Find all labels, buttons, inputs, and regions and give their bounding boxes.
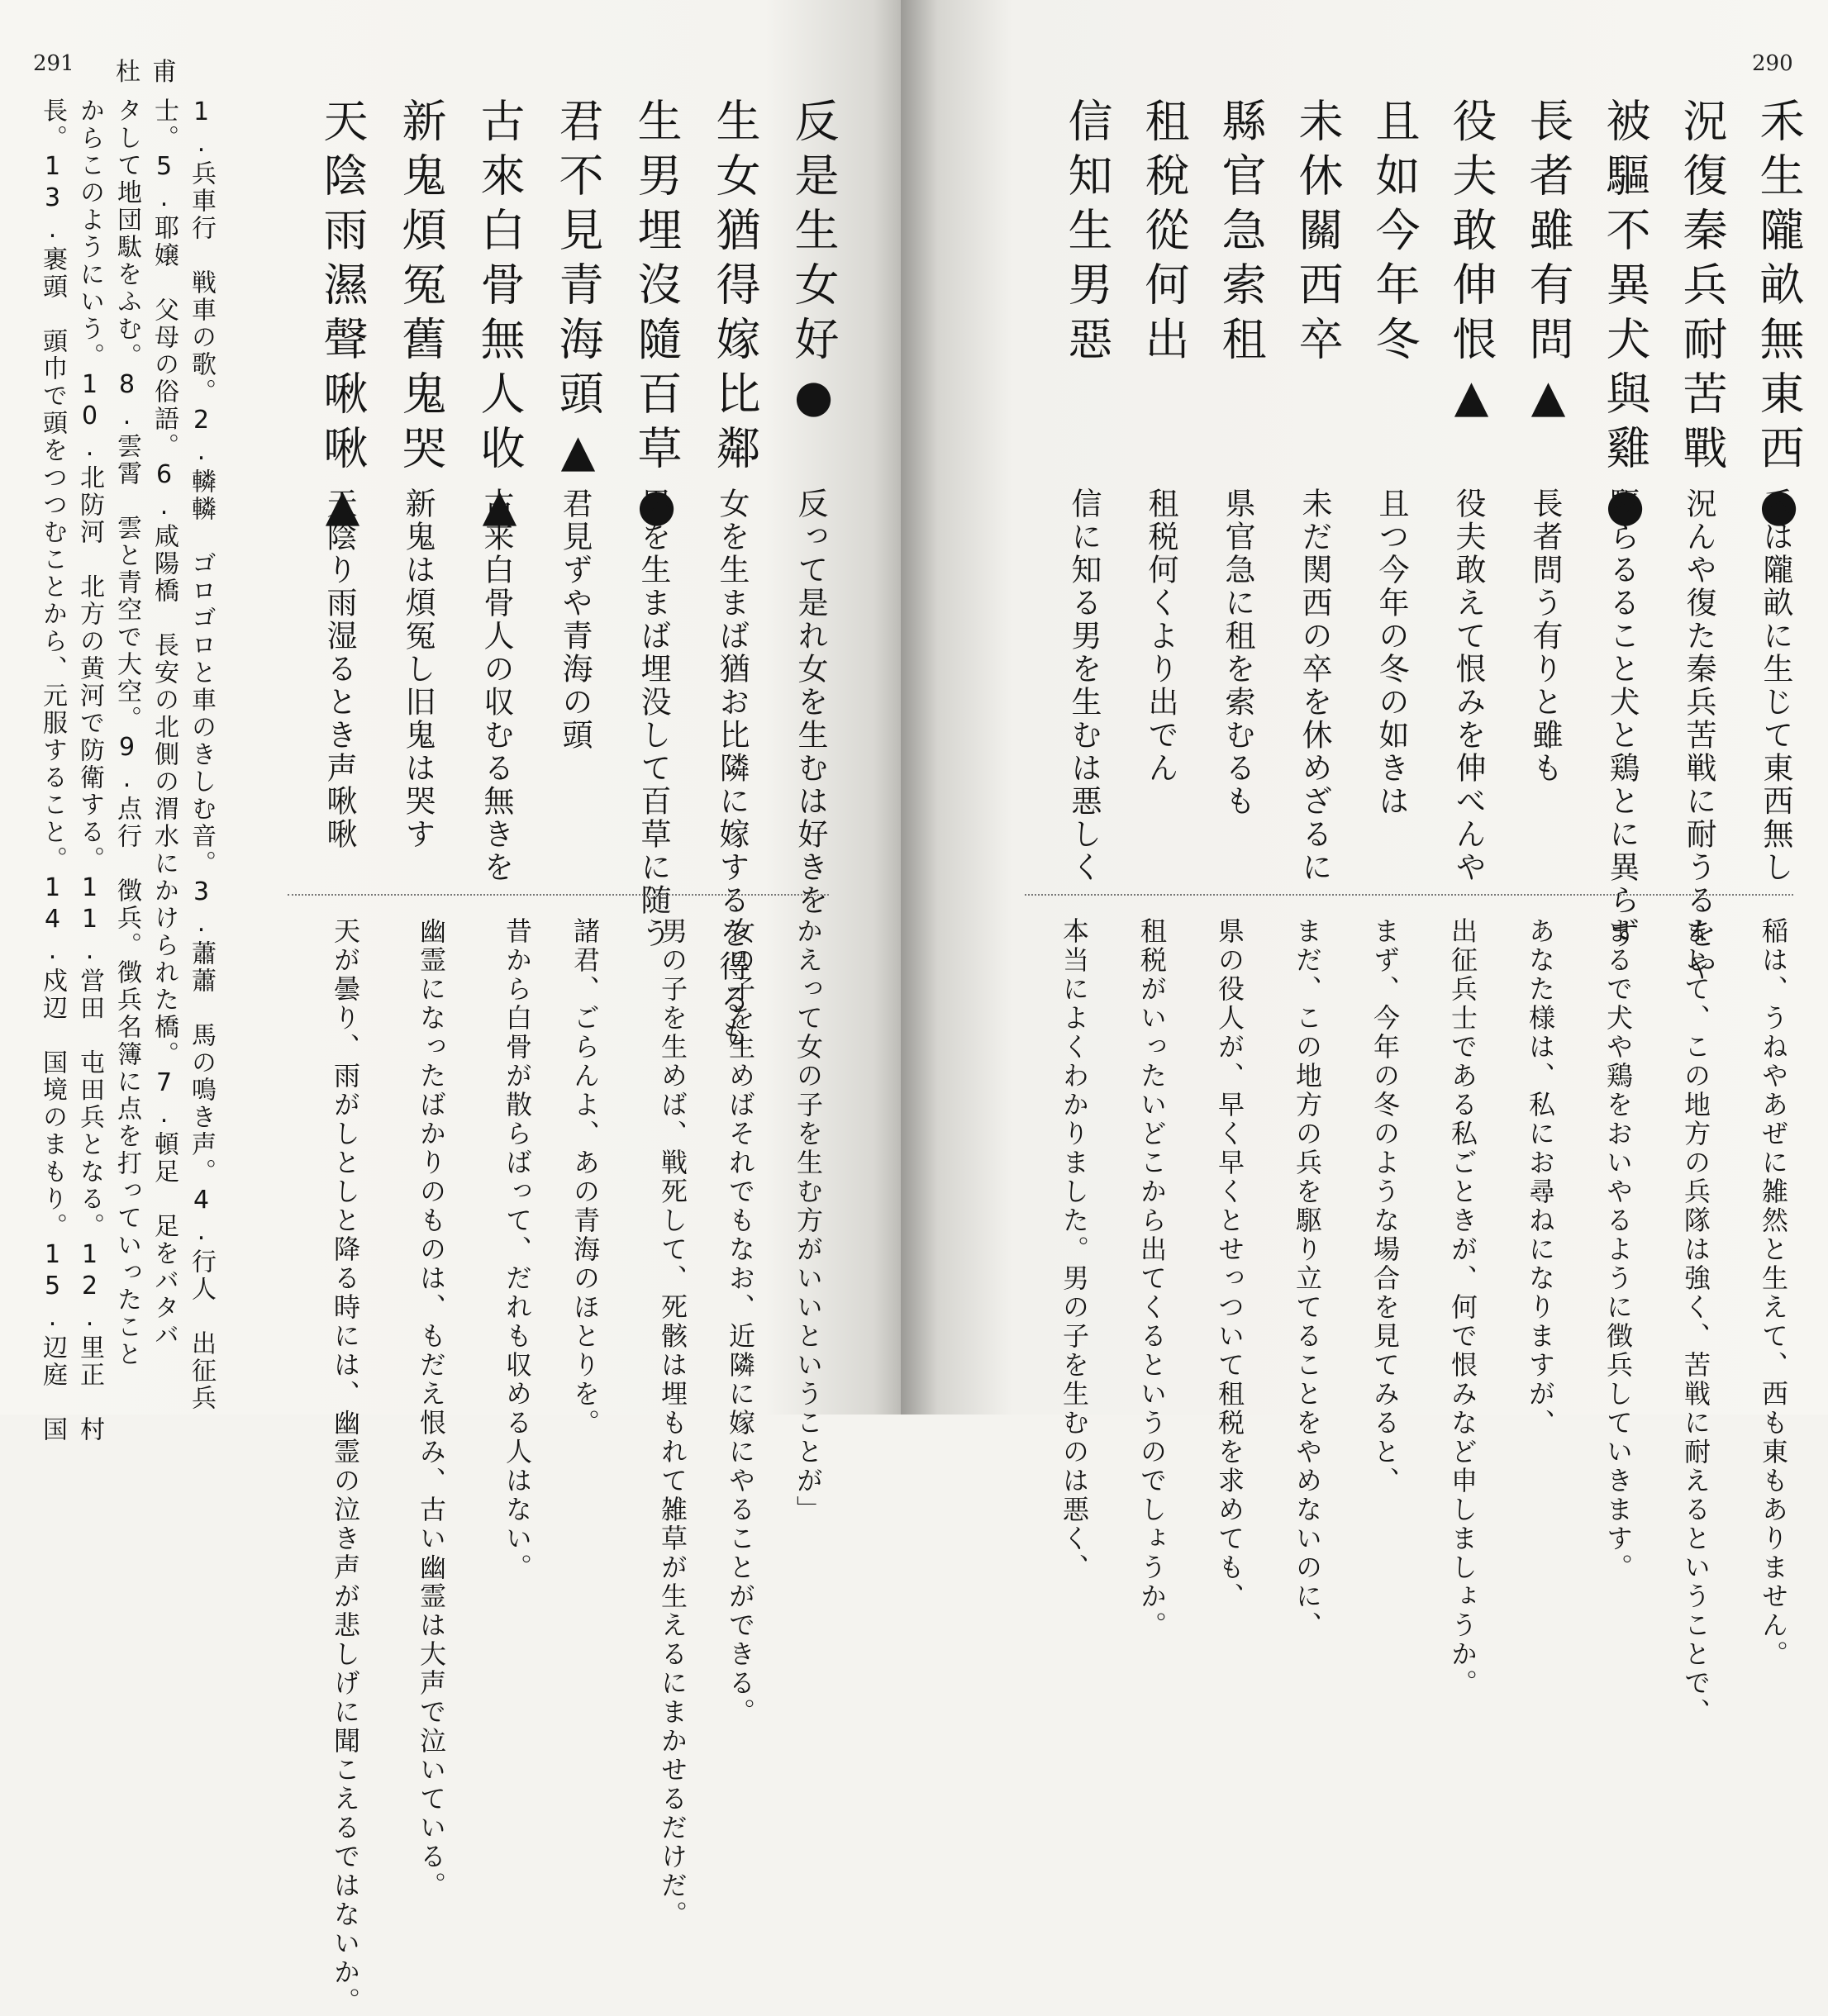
note-line: 士。5.耶嬢 父母の俗語。6.咸陽橋 長安の北側の渭水にかけられた橋。7.頓足 足をバタバ xyxy=(150,97,179,1349)
kakikudashi-line: 況んや復た秦兵苦戦に耐うるをや xyxy=(1681,487,1716,983)
kakikudashi-line: 女を生まば猶お比隣に嫁するを得るも xyxy=(714,487,750,1049)
kanbun-line: 長者雖有問▲ xyxy=(1522,97,1574,432)
kakikudashi-line: 県官急に租を索むるも xyxy=(1220,487,1255,818)
translation-line: 昔から白骨が散らばって、だれも収める人はない。 xyxy=(502,917,533,1582)
translation-line: まだ、この地方の兵を駆り立てることをやめないのに、 xyxy=(1292,917,1323,1640)
kanbun-line: 天陰雨濕聲啾啾▲ xyxy=(317,97,369,541)
translation-line: 稲は、うねやあぜに雑然と生えて、西も東もありません。 xyxy=(1758,917,1789,1669)
kanbun-line: 縣官急索租 xyxy=(1215,97,1267,370)
translation-line: 本当によくわかりました。男の子を生むのは悪く、 xyxy=(1059,917,1090,1582)
kanbun-line: 生男埋沒隨百草● xyxy=(631,97,683,541)
kanbun-line: 新鬼煩冤舊鬼哭 xyxy=(395,97,447,479)
translation-line: 出征兵士である私ごときが、何で恨みなど申しましょうか。 xyxy=(1447,917,1478,1698)
note-line: 長。13.裹頭 頭巾で頭をつつむことから、元服すること。14.戍辺 国境のまもり。15.辺庭 国 xyxy=(38,97,67,1443)
note-line: 1.兵車行 戦車の歌。2.轔轔 ゴロゴロと車のきしむ音。3.蕭蕭 馬の鳴き声。4.行人 出征兵 xyxy=(187,97,216,1412)
kanbun-line: 況復秦兵耐苦戰 xyxy=(1676,97,1728,479)
note-line: タして地団駄をふむ。8.雲霄 雲と青空で大空。9.点行 徴兵。徴兵名簿に点を打っていったこと xyxy=(112,97,141,1368)
kanbun-line: 生女猶得嫁比鄰 xyxy=(709,97,761,479)
kakikudashi-line: 反って是れ女を生むは好きを xyxy=(793,487,828,917)
kakikudashi-line: 役夫敢えて恨みを伸べんや xyxy=(1450,487,1486,884)
kakikudashi-line: 古来白骨人の収むる無きを xyxy=(478,487,514,884)
kakikudashi-line: 長者問う有りと雖も xyxy=(1527,487,1563,785)
left-page xyxy=(0,0,901,2016)
page-number-left: 291 xyxy=(33,51,74,76)
translation-line: 県の役人が、早く早くとせっついて租税を求めても、 xyxy=(1214,917,1245,1611)
kanbun-line: 反是生女好● xyxy=(788,97,840,432)
kanbun-line: 禾生隴畝無東西● xyxy=(1753,97,1805,541)
kakikudashi-line: 新鬼は煩冤し旧鬼は哭す xyxy=(400,487,436,851)
kakikudashi-line: 禾は隴畝に生じて東西無し xyxy=(1758,487,1793,884)
dotted-separator xyxy=(288,894,829,896)
kakikudashi-line: 租税何くより出でん xyxy=(1143,487,1178,785)
kanbun-line: 役夫敢伸恨▲ xyxy=(1445,97,1497,432)
kanbun-line: 古來白骨無人收▲ xyxy=(474,97,526,541)
kanbun-line: 君不見青海頭▲ xyxy=(552,97,604,487)
dotted-separator xyxy=(1025,894,1793,896)
translation-line: あなた様は、私にお尋ねになりますが、 xyxy=(1525,917,1556,1438)
translation-line: 男の子を生めば、戦死して、死骸は埋もれて雑草が生えるにまかせるだけだ。 xyxy=(657,917,688,1929)
kakikudashi-line: 未だ関西の卒を休めざるに xyxy=(1297,487,1332,884)
translation-line: まず、今年の冬のような場合を見てみると、 xyxy=(1369,917,1401,1495)
kakikudashi-line: 君見ずや青海の頭 xyxy=(557,487,593,752)
kanbun-line: 未休關西卒 xyxy=(1292,97,1344,370)
kakikudashi-line: 駆らるること犬と鶏とに異らず xyxy=(1604,487,1640,950)
kakikudashi-line: 且つ今年の冬の如きは xyxy=(1373,487,1409,818)
kanbun-line: 租稅從何出 xyxy=(1138,97,1190,370)
translation-line: 天が曇り、雨がしとしと降る時には、幽霊の泣き声が悲しげに聞こえるではないか。 xyxy=(330,917,361,2016)
kakikudashi-line: 天陰り雨湿るとき声啾啾 xyxy=(321,487,357,851)
note-line: からこのようにいう。10.北防河 北方の黄河で防衛する。11.営田 屯田兵となる。12.里正 村 xyxy=(75,97,104,1443)
translation-line: まるで犬や鶏をおいやるように徴兵していきます。 xyxy=(1602,917,1634,1582)
translation-line: かえって女の子を生む方がいいということが」 xyxy=(793,917,824,1524)
translation-line: 幽霊になったばかりのものは、もだえ恨み、古い幽霊は大声で泣いている。 xyxy=(416,917,447,1900)
right-page xyxy=(901,0,1828,1727)
translation-line: 諸君、ごらんよ、あの青海のほとりを。 xyxy=(569,917,601,1438)
translation-line: 租税がいったいどこから出てくるというのでしょうか。 xyxy=(1136,917,1168,1640)
kanbun-line: 且如今年冬 xyxy=(1369,97,1421,370)
kakikudashi-line: 男を生まば埋没して百草に随う xyxy=(636,487,671,950)
kanbun-line: 信知生男惡 xyxy=(1061,97,1113,370)
running-head: 杜甫 xyxy=(116,58,188,87)
translation-line: まして、この地方の兵隊は強く、苦戦に耐えるということで、 xyxy=(1680,917,1711,1727)
translation-line: 女の子を生めばそれでもなお、近隣に嫁にやることができる。 xyxy=(725,917,756,1727)
kanbun-line: 被驅不異犬與雞● xyxy=(1599,97,1651,541)
page-number-right: 290 xyxy=(1752,51,1793,76)
kakikudashi-line: 信に知る男を生むは悪しく xyxy=(1066,487,1102,884)
